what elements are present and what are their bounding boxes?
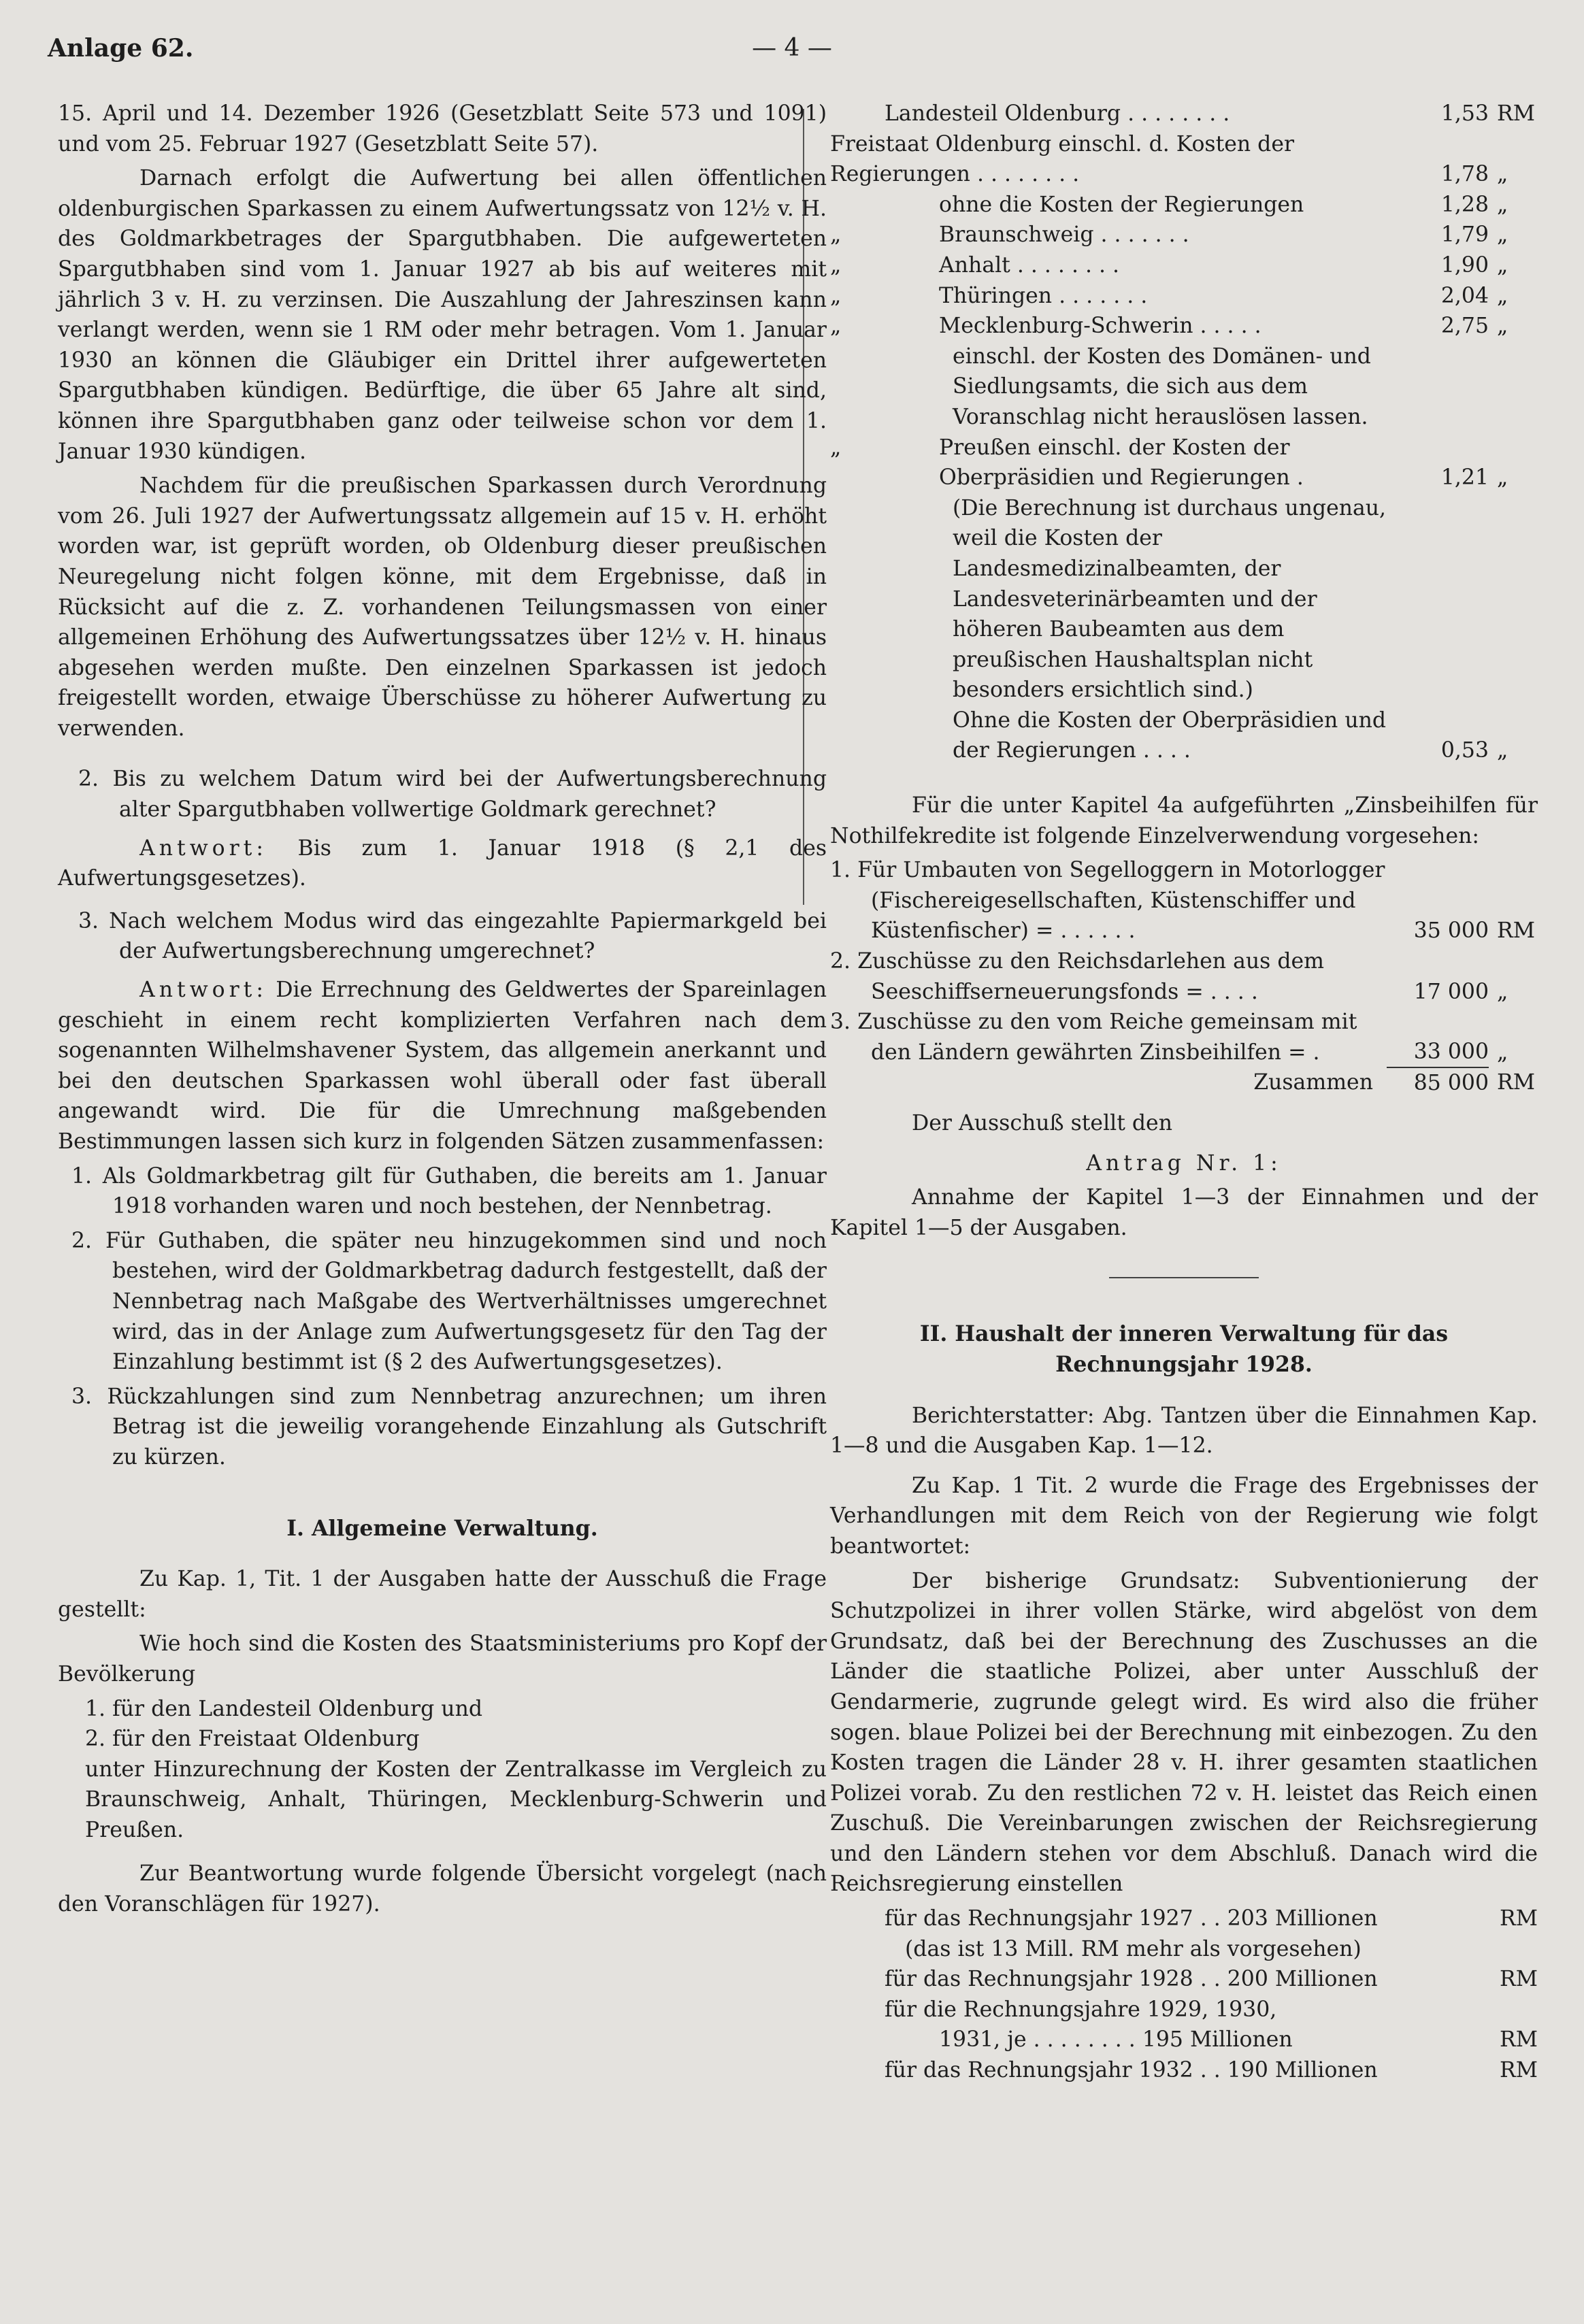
paragraph: Zu Kap. 1, Tit. 1 der Ausgaben hatte der Ausschuß die Frage gestellt: [58, 1567, 827, 1622]
rule-item: 3. Rückzahlungen sind zum Nennbetrag anzurechnen; um ihren Betrag ist die jeweilig vorangehende Einzahlung als Gutschrift zu kürzen. [71, 1384, 827, 1470]
answer-2 [58, 833, 827, 894]
cost-per-capita-table [830, 99, 1538, 766]
paragraph: Nachdem für die preußischen Sparkassen durch Verordnung vom 26. Juli 1927 der Aufwertungssatz allgemein auf 15 v. H. erhöht worden war, ist geprüft worden, ob Oldenburg dieser preußischen Neuregelung nicht folgen könne, mit dem Ergebnisse, daß in Rücksicht auf die z. Z. vorhandenen Teilungsmassen von einer allgemeinen Erhöhung des Aufwertungssatzes über 12½ v. H. hinaus abgesehen werden mußte. Den einzelnen Sparkassen ist jedoch freigestellt worden, etwaige Überschüsse zu höherer Aufwertung zu verwenden. [58, 474, 827, 741]
paragraph: Der bisherige Grundsatz: Subventionierung der Schutzpolizei in ihrer vollen Stärke, wird abgelöst von dem Grundsatz, daß bei der Berechnung des Zuschusses an die Länder die staatliche Polizei, aber unter Ausschluß der Gendarmerie, zugrunde gelegt wird. Es wird also die früher sogen. blaue Polizei bei der Berechnung mit einbezogen. Zu den Kosten tragen die Länder 28 v. H. ihrer gesamten staatlichen Polizei vorab. Zu den restlichen 72 v. H. leistet das Reich einen Zuschuß. Die Vereinbarungen zwischen der Reichsregierung und den Ländern stehen vor dem Abschluß. Danach wird die Reichsregierung einstellen [830, 1568, 1538, 1897]
table-row: „ Thüringen . . . . . . . 2,04 „ [830, 283, 1508, 308]
motion-text: Annahme der Kapitel 1—3 der Einnahmen und der Kapitel 1—5 der Ausgaben. [830, 1185, 1538, 1240]
table-row: 2. Zuschüsse zu den Reichsdarlehen aus dem Seeschiffserneuerungsfonds = . . . . 17 000 „ [830, 949, 1508, 1004]
answer-text: Bis zum 1. Januar 1918 (§ 2,1 des Aufwertungsgesetzes). [58, 835, 827, 891]
section-heading-2: II. Haushalt der inneren Verwaltung für das Rechnungsjahr 1928. [919, 1321, 1449, 1377]
right-column [830, 99, 1538, 2086]
answer-label: Antwort: [139, 978, 267, 1003]
table-row: 1. Für Umbauten von Segelloggern in Motorlogger (Fischereigesellschaften, Küstenschiffer und Küstenfischer) = . . . . . . 35 000 RM [830, 858, 1535, 944]
list-item: (das ist 13 Mill. RM mehr als vorgesehen) [905, 1936, 1362, 1961]
rule-item: 2. Für Guthaben, die später neu hinzugekommen sind und noch bestehen, wird der Goldmarkbetrag dadurch festgestellt, daß der Nennbetrag nach Maßgabe des Wertverhältnisses umgerechnet wird, das in der Anlage zum Aufwertungsgesetz für den Tag der Einzahlung bestimmt ist (§ 2 des Aufwertungsgesetzes). [71, 1228, 827, 1375]
question-quote: Wie hoch sind die Kosten des Staatsministeriums pro Kopf der Bevölkerung [58, 1631, 827, 1687]
list-item: für das Rechnungsjahr 1928 . . 200 Millionen RM [885, 1967, 1538, 1992]
question-2: 2. Bis zu welchem Datum wird bei der Aufwertungsberechnung alter Spargutbhaben vollwertige Goldmark gerechnet? [78, 767, 827, 823]
motion-label: Antrag Nr. 1: [1086, 1150, 1282, 1176]
paragraph: Darnach erfolgt die Aufwertung bei allen öffentlichen oldenburgischen Sparkassen zu einem Aufwertungssatz von 12½ v. H. des Goldmarkbetrages der Spargutbhaben. Die aufgewerteten Spargutbhaben sind vom 1. Januar 1927 ab bis auf weiteres mit jährlich 3 v. H. zu verzinsen. Die Auszahlung der Jahreszinsen kann verlangt werden, wenn sie 1 RM oder mehr betragen. Vom 1. Januar 1930 an können die Gläubiger ein Drittel ihrer aufgewerteten Spargutbhaben kündigen. Bedürftige, die über 65 Jahre alt sind, können ihre Spargutbhaben ganz oder teilweise schon vor dem 1. Januar 1930 kündigen. [58, 166, 827, 464]
total-row: Zusammen 85 000 RM [1253, 1070, 1535, 1096]
paragraph: Zu Kap. 1 Tit. 2 wurde die Frage des Ergebnisses der Verhandlungen mit dem Reich von der Regierung wie folgt beantwortet: [830, 1473, 1538, 1559]
table-row: Ohne die Kosten der Oberpräsidien und der Regierungen . . . . 0,53 „ [953, 708, 1508, 763]
list-item: für das Rechnungsjahr 1932 . . 190 Millionen RM [885, 2058, 1538, 2083]
paragraph: Der Ausschuß stellt den [912, 1111, 1172, 1135]
question-3: 3. Nach welchem Modus wird das eingezahlte Papiermarkgeld bei der Aufwertungsberechnung umgerechnet? [78, 908, 827, 964]
rapporteur: Berichterstatter: Abg. Tantzen über die Einnahmen Kap. 1—8 und die Ausgaben Kap. 1—12. [830, 1403, 1538, 1459]
table-row: einschl. der Kosten des Domänen- und Siedlungsamts, die sich aus dem Voranschlag nicht herauslösen lassen. [953, 344, 1371, 429]
aid-allocation-table [830, 855, 1538, 1099]
paragraph: 15. April und 14. Dezember 1926 (Gesetzblatt Seite 573 und 1091) und vom 25. Februar 1927 (Gesetzblatt Seite 57). [58, 101, 827, 156]
table-row: Freistaat Oldenburg einschl. d. Kosten der Regierungen . . . . . . . . 1,78 „ [830, 131, 1508, 187]
annex-label: Anlage 62. [48, 34, 194, 63]
paragraph: Für die unter Kapitel 4a aufgeführten „Zinsbeihilfen für Nothilfekredite ist folgende Einzelverwendung vorgesehen: [830, 793, 1538, 848]
table-row: „ Anhalt . . . . . . . . 1,90 „ [830, 252, 1508, 278]
list-item: 1. für den Landesteil Oldenburg und [85, 1696, 483, 1721]
table-row: ohne die Kosten der Regierungen 1,28 „ [939, 192, 1508, 217]
list-item: 2. für den Freistaat Oldenburg [85, 1727, 420, 1752]
page-number: — 4 — [752, 34, 832, 62]
paragraph: unter Hinzurechnung der Kosten der Zentralkasse im Vergleich zu Braunschweig, Anhalt, Thüringen, Mecklenburg-Schwerin und Preußen. [85, 1757, 827, 1842]
budget-millions-list [830, 1904, 1538, 2086]
section-heading-1: I. Allgemeine Verwaltung. [286, 1515, 598, 1541]
table-row: (Die Berechnung ist durchaus ungenau, weil die Kosten der Landesmedizinalbeamten, der Landesveterinärbeamten und der höheren Baubeamten aus dem preußischen Haushaltsplan nicht besonders ersichtlich sind.) [953, 495, 1387, 703]
table-row: „ Braunschweig . . . . . . . 1,79 „ [830, 222, 1508, 248]
answer-3 [58, 975, 827, 1157]
paragraph: Zur Beantwortung wurde folgende Übersicht vorgelegt (nach den Voranschlägen für 1927). [58, 1861, 827, 1917]
list-item: für das Rechnungsjahr 1927 . . 203 Millionen RM [885, 1906, 1538, 1931]
table-row: „ Preußen einschl. der Kosten der Oberpräsidien und Regierungen . 1,21 „ [830, 435, 1508, 491]
rule-item: 1. Als Goldmarkbetrag gilt für Guthaben, die bereits am 1. Januar 1918 vorhanden waren und noch bestehen, der Nennbetrag. [71, 1163, 827, 1219]
answer-label: Antwort: [139, 835, 267, 861]
left-column [58, 99, 827, 1924]
list-item: 1931, je . . . . . . . . 195 Millionen RM [939, 2027, 1538, 2053]
section-separator [1109, 1277, 1259, 1278]
table-row: Landesteil Oldenburg . . . . . . . . 1,53 RM [885, 101, 1535, 126]
page-header [48, 34, 1536, 75]
answer-text: Die Errechnung des Geldwertes der Spareinlagen geschieht in einem recht komplizierten Verfahren nach dem sogenannten Wilhelmshavener System, das allgemein anerkannt und bei den deutschen Sparkassen wohl überall oder fast überall angewandt wird. Die für die Umrechnung maßgebenden Bestimmungen lassen sich kurz in folgenden Sätzen zusammenfassen: [58, 978, 827, 1154]
list-item: für die Rechnungsjahre 1929, 1930, [885, 1997, 1277, 2022]
table-row: 3. Zuschüsse zu den vom Reiche gemeinsam mit den Ländern gewährten Zinsbeihilfen = . 33 000 „ [830, 1007, 1538, 1067]
table-row: „ Mecklenburg-Schwerin . . . . . 2,75 „ [830, 314, 1508, 339]
